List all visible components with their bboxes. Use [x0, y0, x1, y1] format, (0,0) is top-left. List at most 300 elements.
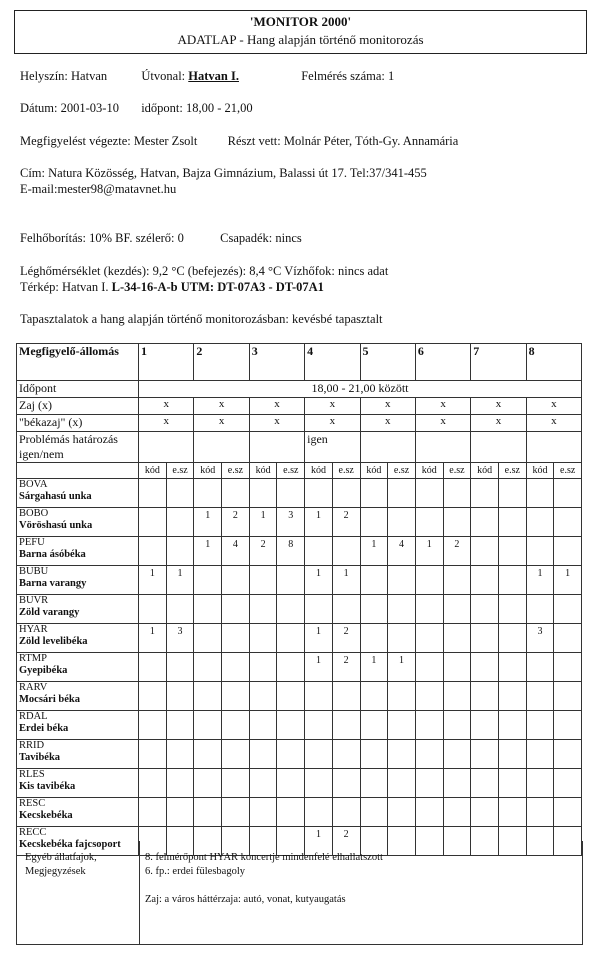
species-value — [277, 740, 305, 769]
noise-row — [17, 398, 582, 415]
species-value — [277, 595, 305, 624]
species-value — [249, 566, 277, 595]
species-value — [388, 479, 416, 508]
x-mark: x — [415, 415, 470, 432]
species-row — [17, 537, 582, 566]
species-value — [277, 769, 305, 798]
time-row — [17, 381, 582, 398]
species-name: Kecskebéka fajcsoport — [19, 839, 121, 850]
species-value: 1 — [305, 827, 333, 856]
species-value — [443, 479, 471, 508]
problem-value — [471, 432, 526, 463]
species-value: 1 — [194, 508, 222, 537]
species-code: RECC — [19, 827, 47, 838]
species-value: 2 — [222, 508, 250, 537]
terkep-code: L-34-16-A-b — [111, 280, 178, 294]
species-value — [249, 479, 277, 508]
species-value: 1 — [139, 566, 167, 595]
problem-label: Problémás határozás igen/nem — [17, 432, 139, 463]
species-value — [360, 740, 388, 769]
species-value — [554, 769, 582, 798]
species-cell — [17, 479, 139, 508]
kod-header: kód — [360, 463, 388, 479]
species-name: Zöld varangy — [19, 607, 80, 618]
species-value — [305, 537, 333, 566]
species-value: 1 — [139, 624, 167, 653]
station-number: 1 — [139, 344, 194, 381]
species-value: 1 — [305, 566, 333, 595]
species-value — [139, 740, 167, 769]
species-value — [498, 653, 526, 682]
species-name: Kecskebéka — [19, 810, 73, 821]
species-value — [277, 624, 305, 653]
species-value — [554, 479, 582, 508]
map-line — [20, 280, 324, 295]
station-header-row — [17, 344, 582, 381]
species-value — [415, 798, 443, 827]
esz-header: e.sz — [277, 463, 305, 479]
species-name: Barna ásóbéka — [19, 549, 86, 560]
species-value — [332, 798, 360, 827]
species-value — [249, 653, 277, 682]
species-value: 1 — [388, 653, 416, 682]
species-row — [17, 740, 582, 769]
species-value — [166, 682, 194, 711]
location-line — [20, 69, 394, 84]
species-cell — [17, 711, 139, 740]
x-mark: x — [360, 398, 415, 415]
species-value — [415, 479, 443, 508]
megfigyelo: Megfigyelést végezte: Mester Zsolt — [20, 134, 198, 148]
esz-header: e.sz — [388, 463, 416, 479]
problem-row — [17, 432, 582, 463]
species-value — [498, 537, 526, 566]
species-value — [415, 711, 443, 740]
esz-header: e.sz — [166, 463, 194, 479]
species-value — [166, 769, 194, 798]
species-value — [222, 624, 250, 653]
frog-noise-row-label: "békazaj" (x) — [17, 415, 139, 432]
species-value — [222, 740, 250, 769]
species-value — [194, 624, 222, 653]
x-mark: x — [249, 415, 304, 432]
species-value — [471, 769, 499, 798]
species-value — [415, 653, 443, 682]
x-mark: x — [305, 415, 360, 432]
species-value — [526, 653, 554, 682]
species-value — [360, 566, 388, 595]
species-value — [305, 595, 333, 624]
species-value — [443, 769, 471, 798]
species-value — [554, 711, 582, 740]
x-mark: x — [415, 398, 470, 415]
species-value: 1 — [305, 624, 333, 653]
species-value — [249, 624, 277, 653]
species-value — [498, 624, 526, 653]
observer-line — [20, 134, 458, 149]
species-value — [498, 566, 526, 595]
species-value — [166, 798, 194, 827]
problem-value — [526, 432, 581, 463]
species-row — [17, 711, 582, 740]
species-code: RESC — [19, 798, 46, 809]
species-value: 1 — [166, 566, 194, 595]
species-value — [443, 653, 471, 682]
form-title: 'MONITOR 2000' — [249, 14, 352, 29]
species-value — [332, 740, 360, 769]
species-value — [415, 769, 443, 798]
species-value: 1 — [415, 537, 443, 566]
species-code: RARV — [19, 682, 48, 693]
species-value — [360, 769, 388, 798]
species-value — [249, 682, 277, 711]
species-value — [388, 595, 416, 624]
x-mark: x — [471, 398, 526, 415]
species-value — [249, 740, 277, 769]
species-value — [222, 769, 250, 798]
species-value — [526, 711, 554, 740]
species-value — [471, 508, 499, 537]
species-value — [332, 537, 360, 566]
species-value — [277, 798, 305, 827]
species-row — [17, 769, 582, 798]
species-value — [498, 682, 526, 711]
kod-header: kód — [249, 463, 277, 479]
species-name: Tavibéka — [19, 752, 61, 763]
notes-label-line2: Megjegyzések — [25, 866, 86, 877]
kod-header: kód — [471, 463, 499, 479]
species-value — [415, 740, 443, 769]
species-value — [554, 508, 582, 537]
station-header-label: Megfigyelő-állomás — [17, 344, 139, 381]
utvonal-label: Útvonal: — [141, 69, 186, 83]
species-name: Gyepibéka — [19, 665, 68, 676]
species-value — [166, 508, 194, 537]
species-value — [526, 479, 554, 508]
species-value: 1 — [360, 537, 388, 566]
species-value — [360, 682, 388, 711]
species-value — [388, 682, 416, 711]
species-value: 1 — [332, 566, 360, 595]
species-value — [443, 595, 471, 624]
species-row — [17, 798, 582, 827]
species-value — [332, 479, 360, 508]
species-value: 8 — [277, 537, 305, 566]
x-mark: x — [139, 398, 194, 415]
species-value — [222, 653, 250, 682]
species-value — [139, 769, 167, 798]
species-value — [498, 769, 526, 798]
species-cell — [17, 653, 139, 682]
kod-header: kód — [139, 463, 167, 479]
species-cell — [17, 798, 139, 827]
species-value: 2 — [332, 508, 360, 537]
notes-box — [16, 841, 583, 945]
species-value: 1 — [554, 566, 582, 595]
problem-value — [139, 432, 194, 463]
species-value: 1 — [305, 508, 333, 537]
species-value — [498, 711, 526, 740]
species-value — [526, 508, 554, 537]
species-value — [415, 508, 443, 537]
time-label: Időpont — [17, 381, 139, 398]
x-mark: x — [360, 415, 415, 432]
reszt-vett: Részt vett: Molnár Péter, Tóth-Gy. Annamária — [227, 134, 459, 148]
species-value: 2 — [249, 537, 277, 566]
x-mark: x — [139, 415, 194, 432]
kod-header: kód — [415, 463, 443, 479]
species-value — [526, 769, 554, 798]
note-line-2: 6. fp.: erdei fülesbagoly — [145, 866, 246, 877]
datum: Dátum: 2001-03-10 — [20, 101, 119, 115]
felmeres-szama: Felmérés száma: 1 — [301, 69, 395, 83]
species-value: 3 — [277, 508, 305, 537]
species-value — [498, 595, 526, 624]
species-value: 1 — [194, 537, 222, 566]
station-number: 8 — [526, 344, 581, 381]
experience-line: Tapasztalatok a hang alapján történő monitorozásban: kevésbé tapasztalt — [20, 312, 383, 326]
species-code: BUVR — [19, 595, 49, 606]
species-value — [194, 566, 222, 595]
species-value: 1 — [360, 653, 388, 682]
species-value — [305, 479, 333, 508]
species-row — [17, 479, 582, 508]
species-value — [388, 624, 416, 653]
species-value: 4 — [388, 537, 416, 566]
species-value — [388, 508, 416, 537]
problem-value — [415, 432, 470, 463]
species-code: BUBU — [19, 566, 49, 577]
species-value — [166, 479, 194, 508]
species-value — [443, 566, 471, 595]
form-subtitle: ADATLAP - Hang alapján történő monitorozás — [177, 32, 424, 47]
species-value — [554, 798, 582, 827]
species-value — [554, 682, 582, 711]
time-value: 18,00 - 21,00 között — [139, 381, 582, 398]
x-mark: x — [526, 415, 581, 432]
species-value — [526, 682, 554, 711]
species-value — [305, 769, 333, 798]
species-code: RLES — [19, 769, 45, 780]
species-row — [17, 682, 582, 711]
csapadek: Csapadék: nincs — [220, 231, 302, 245]
species-value — [249, 798, 277, 827]
note-line-3: Zaj: a város háttérzaja: autó, vonat, kutyaugatás — [145, 894, 346, 905]
problem-value — [249, 432, 304, 463]
species-row — [17, 624, 582, 653]
species-value: 4 — [222, 537, 250, 566]
species-value: 2 — [332, 624, 360, 653]
species-value — [139, 653, 167, 682]
species-value — [360, 508, 388, 537]
species-value — [554, 740, 582, 769]
station-number: 6 — [415, 344, 470, 381]
x-mark: x — [194, 415, 249, 432]
species-value: 1 — [249, 508, 277, 537]
species-value — [360, 479, 388, 508]
species-value — [222, 595, 250, 624]
esz-header: e.sz — [332, 463, 360, 479]
species-value: 3 — [526, 624, 554, 653]
species-value — [443, 624, 471, 653]
species-row — [17, 595, 582, 624]
species-value — [166, 711, 194, 740]
species-value — [222, 798, 250, 827]
species-value — [360, 798, 388, 827]
problem-value — [194, 432, 249, 463]
helyszin: Helyszín: Hatvan — [20, 69, 108, 83]
species-row — [17, 653, 582, 682]
species-value — [194, 798, 222, 827]
species-cell — [17, 566, 139, 595]
species-value — [526, 537, 554, 566]
species-value — [498, 740, 526, 769]
species-name: Vöröshasú unka — [19, 520, 93, 531]
station-number: 5 — [360, 344, 415, 381]
notes-label — [25, 851, 140, 879]
species-code: PEFU — [19, 537, 45, 548]
species-value — [526, 740, 554, 769]
problem-value: igen — [305, 432, 360, 463]
species-value: 1 — [305, 653, 333, 682]
species-cell — [17, 682, 139, 711]
species-value — [415, 682, 443, 711]
species-value — [305, 740, 333, 769]
species-value — [277, 682, 305, 711]
species-value — [554, 595, 582, 624]
species-value — [249, 595, 277, 624]
utm-label: UTM: — [180, 280, 215, 294]
species-cell — [17, 624, 139, 653]
species-value — [166, 740, 194, 769]
species-value — [388, 711, 416, 740]
species-value — [139, 682, 167, 711]
species-value — [139, 537, 167, 566]
species-value — [554, 653, 582, 682]
notes-text — [145, 851, 383, 907]
species-value — [305, 711, 333, 740]
species-cell — [17, 595, 139, 624]
esz-header: e.sz — [443, 463, 471, 479]
species-value — [471, 711, 499, 740]
x-mark: x — [305, 398, 360, 415]
species-value: 3 — [166, 624, 194, 653]
species-value — [249, 769, 277, 798]
kod-header: kód — [526, 463, 554, 479]
species-value — [443, 508, 471, 537]
species-code: RTMP — [19, 653, 47, 664]
x-mark: x — [471, 415, 526, 432]
species-value — [471, 624, 499, 653]
species-value — [332, 769, 360, 798]
species-value — [139, 798, 167, 827]
utm-value: DT-07A3 - DT-07A1 — [217, 280, 324, 294]
species-value — [166, 595, 194, 624]
species-code: BOBO — [19, 508, 49, 519]
temperature-line: Léghőmérséklet (kezdés): 9,2 °C (befejezés): 8,4 °C Vízhőfok: nincs adat — [20, 264, 389, 278]
species-value — [471, 479, 499, 508]
species-code: RDAL — [19, 711, 48, 722]
frog-noise-row — [17, 415, 582, 432]
species-value — [360, 595, 388, 624]
species-value — [443, 682, 471, 711]
esz-header: e.sz — [498, 463, 526, 479]
species-value — [222, 711, 250, 740]
utvonal-value: Hatvan I. — [188, 69, 239, 83]
idopont-value: 18,00 - 21,00 — [186, 101, 253, 115]
species-value — [194, 682, 222, 711]
x-mark: x — [194, 398, 249, 415]
species-value — [471, 740, 499, 769]
station-number: 4 — [305, 344, 360, 381]
monitoring-table — [16, 343, 582, 856]
species-value — [443, 740, 471, 769]
species-value — [305, 682, 333, 711]
note-line-1: 8. felmérőpont HYAR koncertje mindenfelé elhallatszott — [145, 852, 383, 863]
x-mark: x — [526, 398, 581, 415]
kod-header: kód — [194, 463, 222, 479]
esz-header: e.sz — [554, 463, 582, 479]
species-value — [471, 566, 499, 595]
species-value: 1 — [526, 566, 554, 595]
species-value: 2 — [443, 537, 471, 566]
station-number: 3 — [249, 344, 304, 381]
species-code: RRID — [19, 740, 45, 751]
terkep-label: Térkép: Hatvan I. — [20, 280, 109, 294]
species-value — [554, 537, 582, 566]
species-cell — [17, 508, 139, 537]
species-name: Zöld levelibéka — [19, 636, 88, 647]
species-value — [194, 653, 222, 682]
species-value — [194, 740, 222, 769]
species-value — [222, 479, 250, 508]
species-value — [471, 595, 499, 624]
empty-cell — [17, 463, 139, 479]
species-value — [305, 798, 333, 827]
species-value — [415, 595, 443, 624]
species-name: Barna varangy — [19, 578, 87, 589]
species-row — [17, 566, 582, 595]
species-value — [194, 769, 222, 798]
x-mark: x — [249, 398, 304, 415]
species-name: Erdei béka — [19, 723, 69, 734]
species-value — [360, 624, 388, 653]
species-value — [388, 769, 416, 798]
species-cell — [17, 537, 139, 566]
species-value — [415, 624, 443, 653]
species-value — [498, 479, 526, 508]
species-value — [415, 566, 443, 595]
species-value — [277, 479, 305, 508]
kod-header: kód — [305, 463, 333, 479]
species-value — [222, 682, 250, 711]
species-value — [471, 798, 499, 827]
species-value — [471, 537, 499, 566]
species-name: Sárgahasú unka — [19, 491, 92, 502]
species-value — [443, 798, 471, 827]
species-value — [277, 653, 305, 682]
species-value — [526, 798, 554, 827]
species-name: Kis tavibéka — [19, 781, 76, 792]
species-value — [332, 711, 360, 740]
station-number: 7 — [471, 344, 526, 381]
species-value — [277, 566, 305, 595]
species-value: 2 — [332, 827, 360, 856]
species-name: Mocsári béka — [19, 694, 80, 705]
esz-header: e.sz — [222, 463, 250, 479]
species-value — [249, 711, 277, 740]
species-cell — [17, 769, 139, 798]
